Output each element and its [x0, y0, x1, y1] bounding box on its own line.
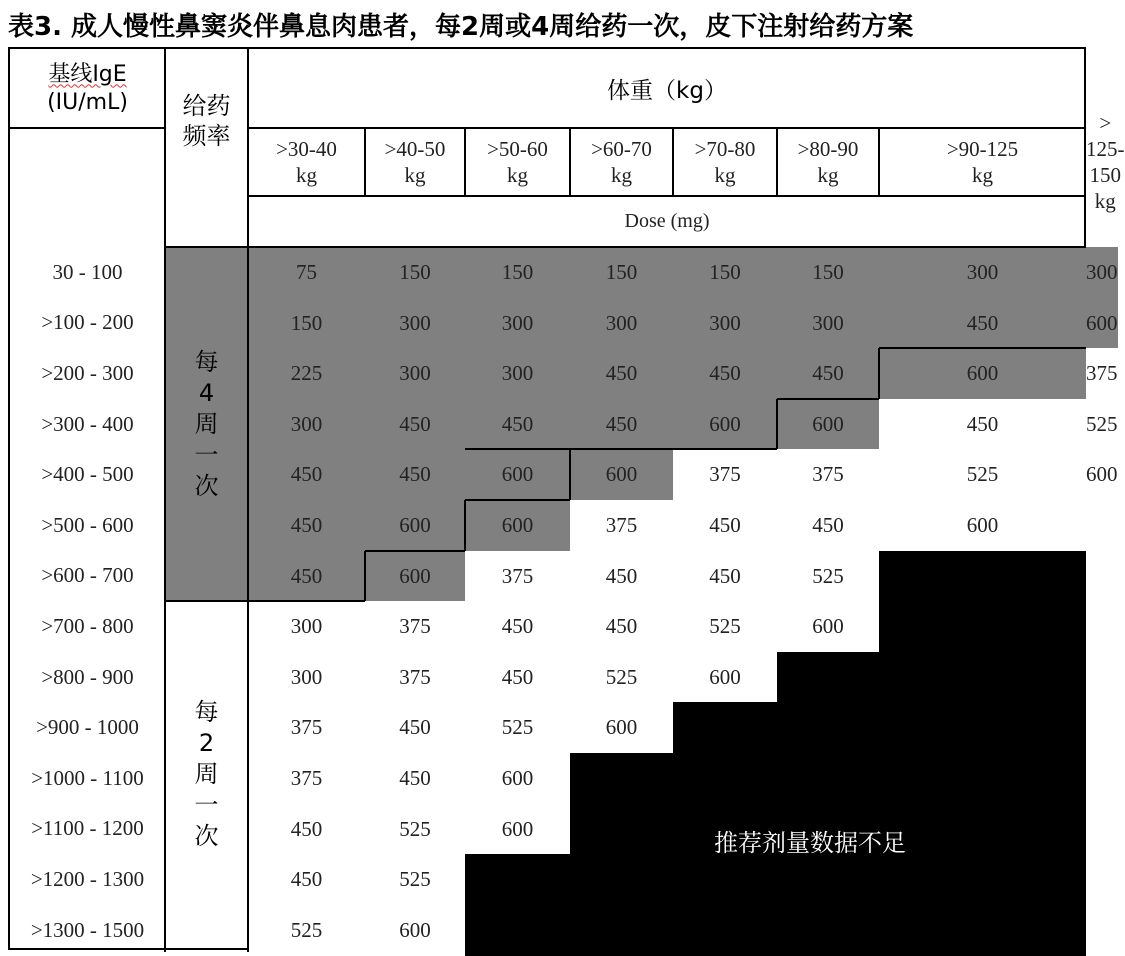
- dose-cell: 525: [570, 652, 673, 703]
- dose-cell: 300: [465, 298, 570, 349]
- ige-range-cell: >1100 - 1200: [31, 816, 144, 841]
- frequency-char: 次: [194, 822, 219, 850]
- dose-cell: 525: [465, 702, 570, 753]
- weight-header: 体重（kg）: [607, 78, 727, 104]
- dose-cell: [570, 854, 673, 905]
- dose-cell: [879, 753, 1086, 804]
- weight-unit: kg: [611, 163, 632, 187]
- ige-range-cell: >600 - 700: [41, 563, 134, 588]
- dose-cell: 600: [570, 449, 673, 500]
- table-rule: [364, 128, 366, 196]
- dose-cell: [570, 804, 673, 855]
- table-rule: [164, 49, 166, 952]
- stair-rule: [777, 398, 879, 400]
- weight-column-header: [570, 128, 673, 196]
- table-rule: [248, 246, 1086, 248]
- dose-cell: 450: [365, 753, 465, 804]
- ige-range-cell: >1000 - 1100: [31, 765, 144, 790]
- table-title: 表3. 成人慢性鼻窦炎伴鼻息肉患者，每2周或4周给药一次，皮下注射给药方案: [8, 12, 914, 42]
- dose-cell: 600: [465, 753, 570, 804]
- weight-unit: kg: [714, 163, 736, 187]
- table-rule: [672, 128, 674, 196]
- weight-unit: kg: [1094, 189, 1116, 213]
- dose-cell: [673, 753, 777, 804]
- table-rule: [878, 128, 880, 196]
- dose-cell: [465, 854, 570, 905]
- frequency-char: 每: [194, 348, 219, 376]
- stair-rule: [248, 600, 365, 602]
- dose-cell: 375: [1086, 348, 1118, 399]
- dose-cell: 300: [570, 298, 673, 349]
- dose-cell: 525: [673, 601, 777, 652]
- weight-column-header: [777, 128, 879, 196]
- dose-cell: 300: [248, 399, 365, 450]
- dose-cell: 300: [1086, 247, 1118, 298]
- dose-cell: 600: [1086, 449, 1118, 500]
- dose-cell: [879, 601, 1086, 652]
- dose-cell: [570, 753, 673, 804]
- dose-cell: 450: [365, 449, 465, 500]
- dose-cell: 375: [248, 753, 365, 804]
- dose-cell: 450: [673, 551, 777, 602]
- dose-cell: 600: [465, 449, 570, 500]
- ige-header-line2: (IU/mL): [47, 89, 128, 115]
- dose-cell: 450: [570, 551, 673, 602]
- dose-cell: 450: [248, 854, 365, 905]
- dose-cell: 450: [570, 348, 673, 399]
- ige-range-cell: >500 - 600: [41, 512, 134, 537]
- table-rule: [569, 128, 571, 196]
- dose-cell: [777, 702, 879, 753]
- dose-cell: 375: [570, 500, 673, 551]
- dose-cell: 300: [777, 298, 879, 349]
- dose-cell: 450: [777, 500, 879, 551]
- ige-range-cell: >300 - 400: [41, 411, 134, 436]
- dose-cell: 150: [365, 247, 465, 298]
- ige-range-cell: >1200 - 1300: [30, 866, 145, 891]
- dose-cell: 300: [365, 348, 465, 399]
- dose-cell: 600: [365, 905, 465, 956]
- dose-cell: 450: [248, 449, 365, 500]
- dose-cell: 375: [365, 601, 465, 652]
- dose-cell: 375: [365, 652, 465, 703]
- dose-cell: 450: [465, 601, 570, 652]
- stair-rule: [364, 551, 366, 602]
- table-rule: [776, 128, 778, 196]
- frequency-char: 一: [194, 441, 219, 469]
- weight-unit: kg: [507, 163, 528, 187]
- weight-range: >60-70: [591, 137, 652, 161]
- dose-cell: 150: [570, 247, 673, 298]
- weight-range: >30-40: [276, 137, 337, 161]
- dose-cell: 375: [465, 551, 570, 602]
- ige-range-cell: >800 - 900: [41, 664, 134, 689]
- weight-range: >40-50: [384, 137, 446, 161]
- dose-cell: [879, 804, 1086, 855]
- table-rule: [247, 49, 249, 952]
- dose-cell: [879, 652, 1086, 703]
- weight-range: >90-125: [946, 137, 1019, 161]
- dose-cell: [465, 905, 570, 956]
- frequency-char: 2: [198, 729, 215, 757]
- dose-cell: 450: [673, 500, 777, 551]
- ige-range-cell: 30 - 100: [52, 259, 123, 284]
- dose-cell: 300: [879, 247, 1086, 298]
- frequency-char: 周: [194, 760, 219, 788]
- dose-cell: 600: [879, 348, 1086, 399]
- frequency-header: [165, 91, 248, 151]
- dose-cell: 225: [248, 348, 365, 399]
- frequency-char: 一: [194, 791, 219, 819]
- dose-cell: 600: [777, 601, 879, 652]
- dose-cell: 450: [570, 399, 673, 450]
- weight-unit: kg: [972, 163, 993, 187]
- dose-cell: 600: [365, 500, 465, 551]
- weight-unit: kg: [404, 163, 426, 187]
- ige-range-cell: >900 - 1000: [36, 715, 139, 740]
- dose-cell: [570, 905, 673, 956]
- stair-rule: [879, 347, 1086, 349]
- table-rule: [165, 600, 248, 602]
- dose-cell: [879, 905, 1086, 956]
- dose-cell: 450: [248, 551, 365, 602]
- weight-column-header: [1086, 111, 1125, 213]
- dose-cell: 450: [879, 399, 1086, 450]
- table-rule: [248, 127, 1086, 129]
- frequency-label-every-2-weeks: [165, 697, 248, 852]
- dose-cell: 75: [248, 247, 365, 298]
- weight-range: >80-90: [797, 137, 859, 161]
- dose-cell: 300: [465, 348, 570, 399]
- dose-header: Dose (mg): [624, 210, 710, 232]
- dose-cell: 525: [248, 905, 365, 956]
- ige-header: [10, 49, 165, 128]
- weight-column-header: [465, 128, 570, 196]
- dose-cell: 600: [465, 500, 570, 551]
- ige-range-cell: >400 - 500: [41, 462, 134, 487]
- dose-cell: 525: [879, 449, 1086, 500]
- dose-cell: 150: [465, 247, 570, 298]
- dose-cell: [879, 702, 1086, 753]
- dose-cell: 600: [777, 399, 879, 450]
- table-rule: [248, 195, 1086, 197]
- stair-rule: [365, 550, 465, 552]
- dose-cell: 525: [365, 804, 465, 855]
- dose-cell: [879, 854, 1086, 905]
- weight-range: > 125-150: [1086, 111, 1125, 187]
- frequency-char: 每: [194, 698, 219, 726]
- weight-column-header: [673, 128, 777, 196]
- dose-cell: [777, 652, 879, 703]
- ige-range-cell: >200 - 300: [41, 360, 134, 385]
- dose-cell: 450: [248, 500, 365, 551]
- dose-cell: 300: [248, 601, 365, 652]
- dose-cell: 450: [879, 298, 1086, 349]
- stair-rule: [569, 449, 571, 500]
- dose-cell: [777, 905, 879, 956]
- dose-cell: 525: [777, 551, 879, 602]
- dose-cell: [673, 854, 777, 905]
- dose-cell: 150: [777, 247, 879, 298]
- table-rule: [10, 127, 165, 129]
- dose-cell: 450: [570, 601, 673, 652]
- weight-unit: kg: [296, 163, 317, 187]
- dose-cell: 600: [879, 500, 1086, 551]
- dose-cell: 300: [365, 298, 465, 349]
- dose-cell: 450: [777, 348, 879, 399]
- dose-cell: [777, 753, 879, 804]
- dose-cell: 375: [248, 702, 365, 753]
- dose-cell: 600: [365, 551, 465, 602]
- ige-range-cell: >700 - 800: [41, 613, 134, 638]
- dose-cell: 150: [673, 247, 777, 298]
- frequency-header-line: 给药: [182, 92, 231, 120]
- ige-range-cell: >1300 - 1500: [30, 917, 145, 942]
- dose-cell: [777, 854, 879, 905]
- insufficient-data-label: 推荐剂量数据不足: [714, 829, 906, 857]
- table-rule: [464, 128, 466, 196]
- dose-cell: 600: [1086, 298, 1118, 349]
- stair-rule: [776, 399, 778, 450]
- weight-range: >70-80: [694, 137, 756, 161]
- stair-rule: [465, 499, 570, 501]
- frequency-char: 次: [194, 472, 219, 500]
- frequency-char: 周: [194, 410, 219, 438]
- dose-cell: 525: [1086, 399, 1118, 450]
- frequency-label-every-4-weeks: [165, 347, 248, 502]
- dose-cell: [673, 905, 777, 956]
- dosing-table: [8, 47, 1125, 950]
- weight-unit: kg: [817, 163, 839, 187]
- stair-rule: [878, 348, 880, 399]
- weight-range: >50-60: [487, 137, 548, 161]
- dose-cell: [879, 551, 1086, 602]
- dose-cell: 450: [248, 804, 365, 855]
- dose-cell: 450: [465, 399, 570, 450]
- weight-column-header: [248, 128, 365, 196]
- dose-cell: 300: [673, 298, 777, 349]
- weight-column-header: [365, 128, 465, 196]
- dose-cell: 600: [570, 702, 673, 753]
- ige-header-line1: 基线IgE: [48, 61, 127, 87]
- dose-cell: 600: [673, 399, 777, 450]
- frequency-header-line: 频率: [182, 122, 231, 150]
- dose-cell: 300: [248, 652, 365, 703]
- dose-cell: 375: [673, 449, 777, 500]
- dose-cell: 450: [465, 652, 570, 703]
- stair-rule: [464, 500, 466, 551]
- weight-column-header: [879, 128, 1086, 196]
- dose-cell: 450: [365, 399, 465, 450]
- dose-cell: 525: [365, 854, 465, 905]
- dose-cell: 150: [248, 298, 365, 349]
- dose-cell: 600: [673, 652, 777, 703]
- stair-rule: [673, 448, 777, 450]
- dose-cell: 450: [673, 348, 777, 399]
- table-rule: [165, 246, 248, 248]
- dose-cell: [673, 702, 777, 753]
- dose-cell: 600: [465, 804, 570, 855]
- ige-range-cell: >100 - 200: [41, 310, 134, 335]
- dose-cell: 450: [365, 702, 465, 753]
- frequency-char: 4: [198, 379, 215, 407]
- dose-cell: 375: [777, 449, 879, 500]
